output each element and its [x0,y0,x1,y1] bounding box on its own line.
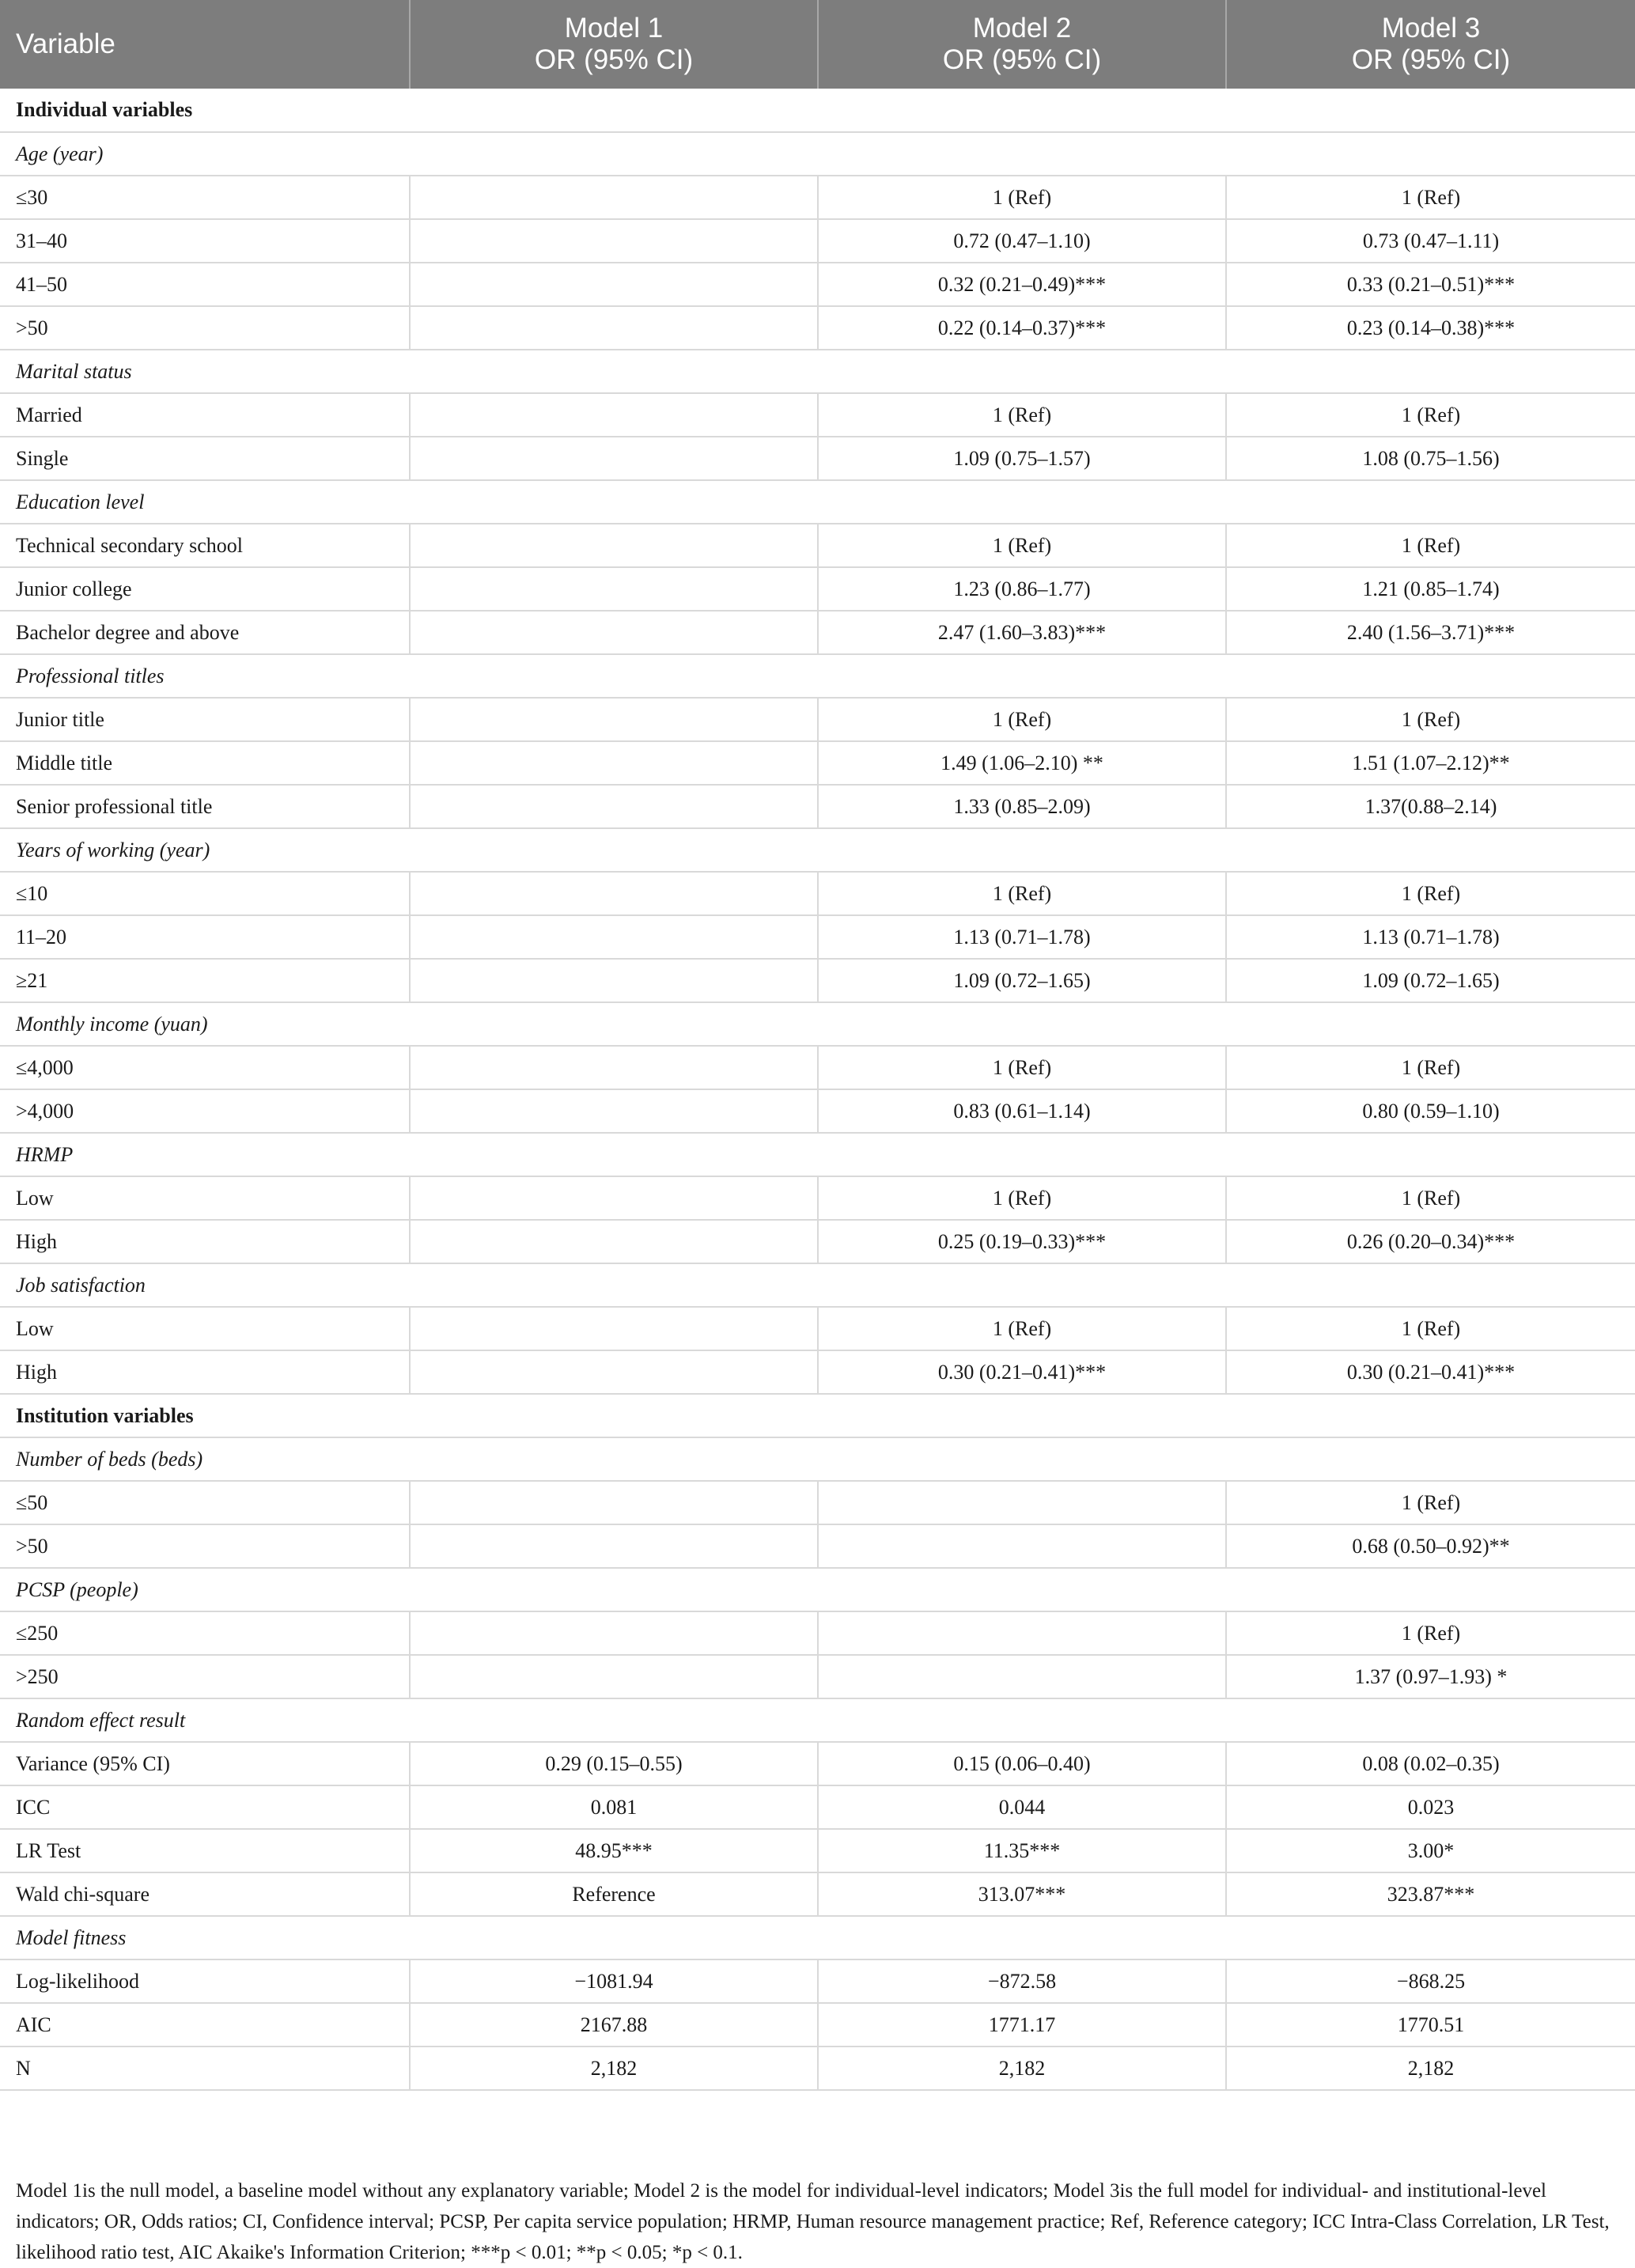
model-2-value: 0.83 (0.61–1.14) [818,1089,1226,1133]
row-label: ≤10 [0,872,410,915]
model-1-value [410,1481,818,1524]
model-1-value [410,1046,818,1089]
model-3-value: 1.21 (0.85–1.74) [1226,567,1635,611]
model-2-value: 1 (Ref) [818,1307,1226,1350]
model-2-value: 2,182 [818,2047,1226,2090]
model-2-value: 0.15 (0.06–0.40) [818,1742,1226,1785]
row-label: ICC [0,1785,410,1829]
header-model-name: Model 3 [1381,13,1481,44]
model-1-value [410,1350,818,1394]
row-label: Junior college [0,567,410,611]
model-3-value: 0.33 (0.21–0.51)*** [1226,263,1635,306]
model-1-value: Reference [410,1872,818,1916]
table-row [0,1655,1635,1698]
group-heading: Monthly income (yuan) [0,1002,1635,1046]
group-row [0,1133,1635,1176]
row-label: Married [0,393,410,437]
model-2-value: 1 (Ref) [818,1046,1226,1089]
row-label: ≤30 [0,176,410,219]
table-row [0,1350,1635,1394]
model-3-value: 0.023 [1226,1785,1635,1829]
row-label: >4,000 [0,1089,410,1133]
row-label: >250 [0,1655,410,1698]
model-1-value: 2167.88 [410,2003,818,2047]
model-2-value [818,1655,1226,1698]
model-3-value: 0.26 (0.20–0.34)*** [1226,1220,1635,1263]
table-row [0,524,1635,567]
header-row [0,0,1635,89]
table-row [0,1176,1635,1220]
group-row [0,1263,1635,1307]
model-3-value: 1.37 (0.97–1.93) * [1226,1655,1635,1698]
group-heading: PCSP (people) [0,1568,1635,1611]
model-3-value: 0.80 (0.59–1.10) [1226,1089,1635,1133]
model-1-value [410,306,818,350]
model-2-value: 1.09 (0.72–1.65) [818,959,1226,1002]
model-3-value: 3.00* [1226,1829,1635,1872]
group-heading: Job satisfaction [0,1263,1635,1307]
model-3-value: 0.23 (0.14–0.38)*** [1226,306,1635,350]
model-1-value [410,1524,818,1568]
group-heading: Professional titles [0,654,1635,698]
model-1-value [410,698,818,741]
row-label: 11–20 [0,915,410,959]
group-heading: Years of working (year) [0,828,1635,872]
table-row [0,698,1635,741]
table-row [0,1089,1635,1133]
row-label: Technical secondary school [0,524,410,567]
group-row [0,350,1635,393]
row-label: Wald chi-square [0,1872,410,1916]
row-label: Senior professional title [0,785,410,828]
section-row [0,89,1635,132]
model-2-value: 1 (Ref) [818,1176,1226,1220]
model-3-value: 1 (Ref) [1226,1307,1635,1350]
model-1-value [410,1089,818,1133]
model-1-value [410,1220,818,1263]
table-row [0,393,1635,437]
model-1-value [410,872,818,915]
table-row [0,959,1635,1002]
model-1-value [410,1176,818,1220]
model-3-value: 1 (Ref) [1226,1481,1635,1524]
model-3-value: 2.40 (1.56–3.71)*** [1226,611,1635,654]
row-label: N [0,2047,410,2090]
header-model-1 [410,0,818,89]
model-2-value: 1 (Ref) [818,872,1226,915]
model-1-value [410,1307,818,1350]
row-label: Variance (95% CI) [0,1742,410,1785]
model-2-value: −872.58 [818,1959,1226,2003]
model-3-value: 1770.51 [1226,2003,1635,2047]
group-row [0,828,1635,872]
model-1-value [410,959,818,1002]
model-2-value: 0.72 (0.47–1.10) [818,219,1226,263]
table-row [0,1307,1635,1350]
row-label: 31–40 [0,219,410,263]
model-1-value [410,524,818,567]
model-3-value: 1 (Ref) [1226,524,1635,567]
model-1-value [410,393,818,437]
row-label: Low [0,1307,410,1350]
group-heading: HRMP [0,1133,1635,1176]
model-2-value: 1 (Ref) [818,176,1226,219]
table-row [0,1829,1635,1872]
model-3-value: 1 (Ref) [1226,176,1635,219]
model-1-value [410,915,818,959]
table-row [0,915,1635,959]
group-row [0,480,1635,524]
row-label: ≤250 [0,1611,410,1655]
model-2-value: 1771.17 [818,2003,1226,2047]
model-3-value: 1 (Ref) [1226,393,1635,437]
row-label: Bachelor degree and above [0,611,410,654]
row-label: Middle title [0,741,410,785]
model-3-value: 1.37(0.88–2.14) [1226,785,1635,828]
group-row [0,1568,1635,1611]
row-label: LR Test [0,1829,410,1872]
table-row [0,2003,1635,2047]
group-row [0,654,1635,698]
row-label: Junior title [0,698,410,741]
group-row [0,1698,1635,1742]
model-3-value: 0.73 (0.47–1.11) [1226,219,1635,263]
row-label: 41–50 [0,263,410,306]
model-3-value: 1 (Ref) [1226,1611,1635,1655]
table-row [0,1481,1635,1524]
row-label: Single [0,437,410,480]
model-2-value: 0.32 (0.21–0.49)*** [818,263,1226,306]
model-2-value: 11.35*** [818,1829,1226,1872]
table-row [0,437,1635,480]
model-2-value [818,1611,1226,1655]
model-3-value: 1.08 (0.75–1.56) [1226,437,1635,480]
table-row [0,1872,1635,1916]
model-3-value: 1 (Ref) [1226,1176,1635,1220]
model-3-value: 1 (Ref) [1226,1046,1635,1089]
model-3-value: 0.30 (0.21–0.41)*** [1226,1350,1635,1394]
group-heading: Age (year) [0,132,1635,176]
model-2-value: 1.33 (0.85–2.09) [818,785,1226,828]
model-2-value: 313.07*** [818,1872,1226,1916]
header-model-name: Model 1 [564,13,664,44]
model-1-value [410,1655,818,1698]
model-2-value: 0.25 (0.19–0.33)*** [818,1220,1226,1263]
model-1-value [410,219,818,263]
row-label: High [0,1350,410,1394]
model-3-value: −868.25 [1226,1959,1635,2003]
table-row [0,785,1635,828]
section-heading: Institution variables [0,1394,1635,1437]
table-row [0,1959,1635,2003]
model-1-value: 0.081 [410,1785,818,1829]
model-1-value [410,1611,818,1655]
model-1-value: −1081.94 [410,1959,818,2003]
table-row [0,1046,1635,1089]
group-row [0,1916,1635,1959]
table-row [0,1611,1635,1655]
table-row [0,1742,1635,1785]
header-model-sub: OR (95% CI) [1351,44,1511,75]
model-2-value: 1 (Ref) [818,698,1226,741]
section-heading: Individual variables [0,89,1635,132]
model-2-value: 1.09 (0.75–1.57) [818,437,1226,480]
model-2-value: 1 (Ref) [818,524,1226,567]
table-header [0,0,1635,89]
section-row [0,1394,1635,1437]
model-3-value: 2,182 [1226,2047,1635,2090]
table-row [0,219,1635,263]
model-2-value: 2.47 (1.60–3.83)*** [818,611,1226,654]
model-3-value: 323.87*** [1226,1872,1635,1916]
model-3-value: 0.68 (0.50–0.92)** [1226,1524,1635,1568]
model-2-value: 1 (Ref) [818,393,1226,437]
header-variable: Variable [0,0,410,89]
model-1-value [410,785,818,828]
model-2-value: 1.49 (1.06–2.10) ** [818,741,1226,785]
table-row [0,263,1635,306]
group-heading: Model fitness [0,1916,1635,1959]
row-label: ≥21 [0,959,410,1002]
table-row [0,872,1635,915]
group-row [0,132,1635,176]
model-2-value: 1.13 (0.71–1.78) [818,915,1226,959]
model-1-value [410,567,818,611]
model-1-value [410,263,818,306]
model-3-value: 1.09 (0.72–1.65) [1226,959,1635,1002]
model-1-value: 48.95*** [410,1829,818,1872]
model-1-value: 0.29 (0.15–0.55) [410,1742,818,1785]
model-3-value: 0.08 (0.02–0.35) [1226,1742,1635,1785]
row-label: Low [0,1176,410,1220]
model-1-value [410,437,818,480]
model-1-value [410,176,818,219]
table-row [0,741,1635,785]
model-2-value: 1.23 (0.86–1.77) [818,567,1226,611]
group-row [0,1437,1635,1481]
model-3-value: 1.51 (1.07–2.12)** [1226,741,1635,785]
group-heading: Education level [0,480,1635,524]
group-heading: Marital status [0,350,1635,393]
table-row [0,611,1635,654]
group-heading: Random effect result [0,1698,1635,1742]
header-model-2 [818,0,1226,89]
header-model-sub: OR (95% CI) [534,44,694,75]
table-row [0,306,1635,350]
row-label: ≤4,000 [0,1046,410,1089]
row-label: >50 [0,1524,410,1568]
table-body [0,89,1635,2090]
table-row [0,1220,1635,1263]
model-2-value [818,1481,1226,1524]
table-row [0,1785,1635,1829]
model-3-value: 1 (Ref) [1226,698,1635,741]
header-model-sub: OR (95% CI) [942,44,1102,75]
model-3-value: 1 (Ref) [1226,872,1635,915]
table-row [0,567,1635,611]
group-heading: Number of beds (beds) [0,1437,1635,1481]
group-row [0,1002,1635,1046]
header-model-name: Model 2 [972,13,1072,44]
model-3-value: 1.13 (0.71–1.78) [1226,915,1635,959]
header-model-3 [1226,0,1635,89]
model-2-value: 0.044 [818,1785,1226,1829]
table-row [0,2047,1635,2090]
table-row [0,176,1635,219]
row-label: ≤50 [0,1481,410,1524]
model-2-value: 0.30 (0.21–0.41)*** [818,1350,1226,1394]
row-label: High [0,1220,410,1263]
row-label: >50 [0,306,410,350]
model-2-value [818,1524,1226,1568]
table-row [0,1524,1635,1568]
table-footnote: Model 1is the null model, a baseline model without any explanatory variable; Model 2 is the model for individual-level indicators; Model 3is the full model for individual- and institutional-level indicators; OR, Odds ratios; CI, Confidence interval; PCSP, Per capita service population; HRMP, Human resource management practice; Ref, Reference category; ICC Intra-Class Correlation, LR Test, likelihood ratio test, AIC Akaike's Information Criterion; ***p < 0.01; **p < 0.05; *p < 0.1. [16,2180,1610,2263]
model-1-value [410,741,818,785]
row-label: Log-likelihood [0,1959,410,2003]
model-2-value: 0.22 (0.14–0.37)*** [818,306,1226,350]
model-1-value: 2,182 [410,2047,818,2090]
row-label: AIC [0,2003,410,2047]
model-1-value [410,611,818,654]
